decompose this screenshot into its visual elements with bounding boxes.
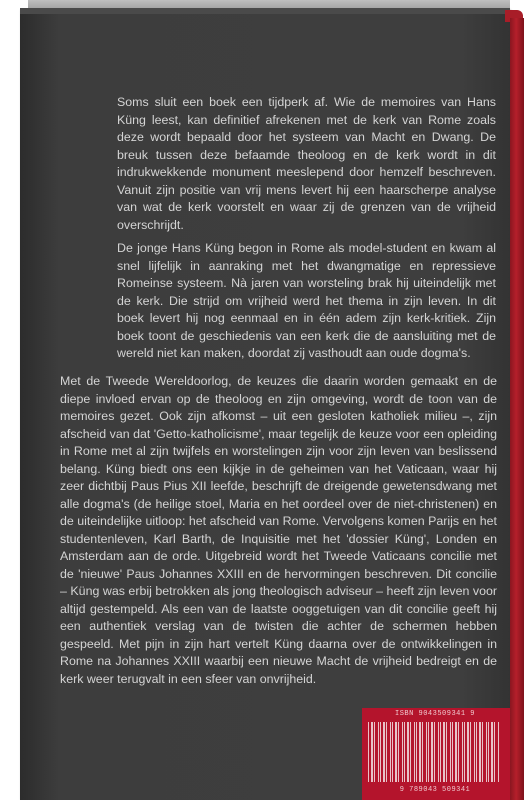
cover-top-rim (20, 8, 510, 14)
blurb-paragraph-1: Soms sluit een boek een tijdperk af. Wie de memoires van Hans Küng leest, kan definitief afrekenen met de kerk van Rome zoals deze wordt bepaald door het systeem van Macht en Dwang. De breuk tussen deze befaamde theoloog en de kerk wordt in dit indrukwekkende monument meeslepend door hemzelf beschreven. Vanuit zijn positie van vrij mens levert hij een haarscherpe analyse van wat de kerk voorstelt en waar zij de grenzen van de vrijheid overschrijdt. (117, 95, 496, 232)
spine-edge (510, 18, 524, 800)
barcode-icon (368, 722, 500, 782)
blurb-paragraph-3: Met de Tweede Wereldoorlog, de keuzes die daarin worden gemaakt en de diepe invloed ervan op de theoloog en zijn omgeving, wordt de toon van de memoires gezet. Ook zijn afkomst – uit een gesloten katholiek milieu –, zijn afscheid van dat 'Getto-katholicisme', maar tegelijk de keuze voor een opleiding in Rome met al zijn twijfels en worstelingen zijn voor zijn leven van beslissend belang. Küng biedt ons een kijkje in de geheimen van het Vaticaan, waar hij zeer dichtbij Paus Pius XII leefde, beschrijft de dreigende gewetensdwang met alle dogma's (de heilige stoel, Maria en het oordeel over de niet-christenen) en de uiteindelijke uitloop: het afscheid van Rome. Vervolgens komen Parijs en het studentenleven, Karl Barth, de Inquisitie met het 'dossier Küng', Londen en Amsterdam aan de orde. Uitgebreid wordt het Tweede Vaticaans concilie met de 'nieuwe' Paus Johannes XXIII en de hervormingen beschreven. Dit concilie – Küng was erbij betrokken als jong theologisch adviseur – heeft zijn leven voor altijd gestempeld. Als een van de laatste ooggetuigen van dit concilie geeft hij een authentiek verslag van de twisten die achter de schermen hebben gespeeld. Met pijn in zijn hart vertelt Küng daarna over de ontwikkelingen in Rome na Johannes XXIII waarbij een nieuwe Macht de vrijheid bedreigt en de kerk weer terugvalt in een sfeer van onvrijheid. (60, 374, 497, 686)
barcode-number: 9 789043 509341 (399, 786, 471, 794)
isbn-label: ISBN 9043509341 9 (395, 710, 475, 718)
blurb-paragraph-2: De jonge Hans Küng begon in Rome als model-student en kwam al snel lijfelijk in aanraking met het dwangmatige en repressieve Romeinse systeem. Nà jaren van worsteling brak hij uiteindelijk met de kerk. Die strijd om vrijheid werd het thema in zijn leven. In dit boek levert hij nog eenmaal en in één adem zijn kerk-kritiek. Zijn boek toont de geschiedenis van een kerk die de aansluiting met de wereld niet kan maken, doordat zij vasthoudt aan oude dogma's. (117, 241, 496, 360)
